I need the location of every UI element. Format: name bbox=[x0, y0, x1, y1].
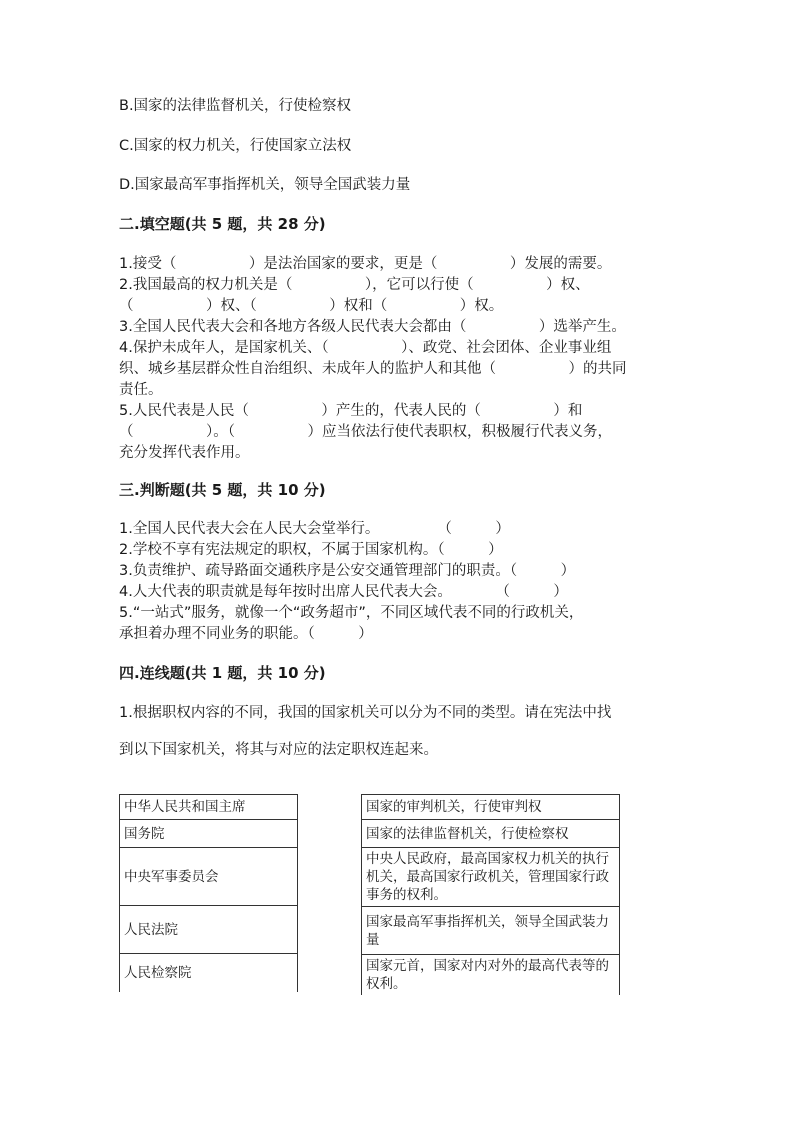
question-line: 1.全国人民代表大会在人民大会堂举行。 （ ） bbox=[119, 521, 510, 537]
option-c: C.国家的权力机关，行使国家立法权 bbox=[119, 138, 352, 154]
question-line: 2.学校不享有宪法规定的职权，不属于国家机构。（ ） bbox=[119, 542, 503, 558]
question-line: 充分发挥代表作用。 bbox=[119, 445, 250, 461]
question-line: 4.人大代表的职责就是每年按时出席人民代表大会。 （ ） bbox=[119, 584, 568, 600]
question-line: 3.全国人民代表大会和各地方各级人民代表大会都由（ ）选举产生。 bbox=[119, 319, 626, 335]
power-table bbox=[361, 794, 620, 995]
organ-cell: 国务院 bbox=[120, 820, 298, 848]
organ-cell: 人民法院 bbox=[120, 906, 298, 954]
question-line: 1.接受（ ）是法治国家的要求，更是（ ）发展的需要。 bbox=[119, 256, 612, 272]
power-cell: 国家的法律监督机关，行使检察权 bbox=[362, 820, 620, 848]
question-line: 3.负责维护、疏导路面交通秩序是公安交通管理部门的职责。（ ） bbox=[119, 563, 576, 579]
matching-question-line: 到以下国家机关，将其与对应的法定职权连起来。 bbox=[119, 742, 438, 758]
organ-cell: 中央军事委员会 bbox=[120, 848, 298, 906]
power-cell: 中央人民政府，最高国家权力机关的执行机关，最高国家行政机关，管理国家行政事务的权利。 bbox=[362, 848, 620, 907]
question-line: 4.保护未成年人，是国家机关、（ ）、政党、社会团体、企业事业组 bbox=[119, 340, 612, 356]
question-line: 5.“一站式”服务，就像一个“政务超市”，不同区域代表不同的行政机关， bbox=[119, 605, 584, 621]
power-cell: 国家最高军事指挥机关，领导全国武装力量 bbox=[362, 907, 620, 955]
section-heading-fill-blank: 二.填空题(共 5 题，共 28 分) bbox=[119, 215, 326, 233]
option-b: B.国家的法律监督机关，行使检察权 bbox=[119, 98, 352, 114]
question-line: 5.人民代表是人民（ ）产生的，代表人民的（ ）和 bbox=[119, 403, 583, 419]
question-line: 责任。 bbox=[119, 382, 163, 398]
organ-cell: 人民检察院 bbox=[120, 954, 298, 992]
organ-cell: 中华人民共和国主席 bbox=[120, 795, 298, 820]
question-line: 织、城乡基层群众性自治组织、未成年人的监护人和其他（ ）的共同 bbox=[119, 361, 627, 377]
organ-table bbox=[119, 794, 298, 992]
section-heading-matching: 四.连线题(共 1 题，共 10 分) bbox=[119, 664, 326, 682]
matching-question-line: 1.根据职权内容的不同，我国的国家机关可以分为不同的类型。请在宪法中找 bbox=[119, 705, 612, 721]
power-cell: 国家元首，国家对内对外的最高代表等的权利。 bbox=[362, 955, 620, 996]
power-cell: 国家的审判机关，行使审判权 bbox=[362, 795, 620, 820]
fill-blank-questions bbox=[119, 254, 675, 464]
true-false-questions bbox=[119, 519, 675, 645]
question-line: （ ）。（ ）应当依法行使代表职权，积极履行代表义务， bbox=[119, 424, 612, 440]
question-line: 承担着办理不同业务的职能。（ ） bbox=[119, 626, 373, 642]
question-line: （ ）权、（ ）权和（ ）权。 bbox=[119, 298, 504, 314]
option-d: D.国家最高军事指挥机关，领导全国武装力量 bbox=[119, 177, 411, 193]
section-heading-true-false: 三.判断题(共 5 题，共 10 分) bbox=[119, 481, 326, 499]
question-line: 2.我国最高的权力机关是（ ），它可以行使（ ）权、 bbox=[119, 277, 590, 293]
